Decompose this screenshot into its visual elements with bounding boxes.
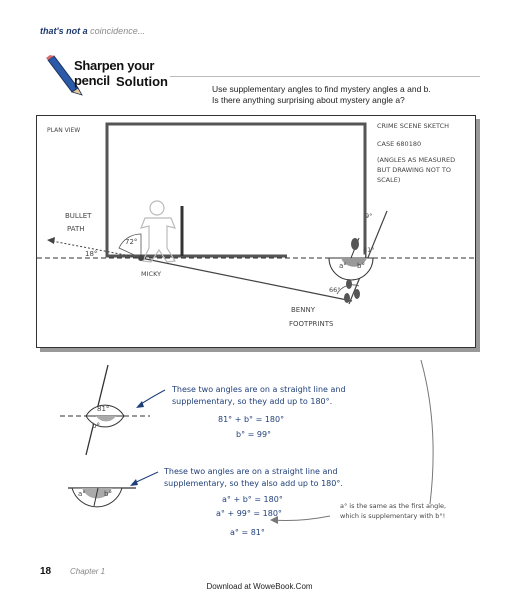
note1-line-2: supplementary, so they add up to 180°. (172, 397, 333, 406)
box1-b: b° (92, 422, 100, 430)
angle-a-label: a° (339, 262, 347, 270)
header-tag-bold: that's not a (40, 26, 88, 36)
room-outline (107, 124, 365, 256)
running-header (40, 26, 145, 36)
sketch-title: CRIME SCENE SKETCH (377, 122, 450, 130)
angle-72-label: 72° (125, 238, 138, 246)
case-id: CASE 680180 (377, 140, 422, 148)
equation-5: a° = 81° (230, 528, 265, 537)
micky-figure (141, 201, 175, 262)
note2-line-1: These two angles are on a straight line and (164, 467, 338, 476)
angle-9-label: 9° (365, 212, 373, 220)
equation-2: b° = 99° (236, 430, 272, 439)
instructions-line-1: Use supplementary angles to find mystery angles a and b. (212, 84, 431, 94)
note-line-2: BUT DRAWING NOT TO (377, 166, 452, 174)
angle-18-label: 18° (85, 250, 98, 258)
bullet-label-2: PATH (67, 225, 85, 233)
micky-label: MICKY (141, 270, 162, 278)
chapter-label: Chapter 1 (70, 567, 106, 576)
equation-4: a° + 99° = 180° (216, 509, 282, 518)
box2-a: a° (78, 490, 86, 498)
angle-66-label: 66° (329, 286, 341, 294)
badge-subtitle: Solution (116, 74, 168, 89)
equation-3: a° + b° = 180° (222, 495, 283, 504)
benny-label-1: BENNY (291, 306, 315, 314)
instructions (212, 84, 431, 106)
download-credit: Download at WoweBook.Com (206, 582, 313, 591)
worked-solution (0, 360, 519, 565)
sight-line (141, 258, 352, 301)
side-note-line-1: a° is the same as the first angle, (340, 502, 447, 510)
header-tag-light: coincidence... (90, 26, 146, 36)
solution-diagram (0, 360, 519, 560)
side-note-line-2: which is supplementary with b°! (340, 512, 446, 520)
instructions-line-2: Is there anything surprising about mystery angle a? (212, 95, 405, 105)
sharpen-pencil-badge (52, 52, 172, 94)
equation-1: 81° + b° = 180° (218, 415, 285, 424)
angle-b-label: b° (357, 262, 365, 270)
note-line-3: SCALE) (377, 176, 401, 184)
box1-81: 81° (97, 405, 110, 413)
angle-81-label: 81° (363, 246, 375, 254)
header-rule (170, 76, 480, 77)
badge-title: Sharpen your pencil (74, 58, 155, 88)
bullet-label-1: BULLET (65, 212, 92, 220)
plan-view-label: PLAN VIEW (47, 127, 81, 134)
note-line-1: (ANGLES AS MEASURED (377, 156, 456, 164)
note2-line-2: supplementary, so they also add up to 180°. (164, 479, 343, 488)
scene-diagram (37, 116, 475, 347)
crime-scene-sketch (36, 115, 476, 348)
note1-line-1: These two angles are on a straight line and (172, 385, 346, 394)
benny-label-2: FOOTPRINTS (289, 320, 334, 328)
page-number: 18 (40, 566, 52, 577)
box2-b: b° (104, 490, 112, 498)
